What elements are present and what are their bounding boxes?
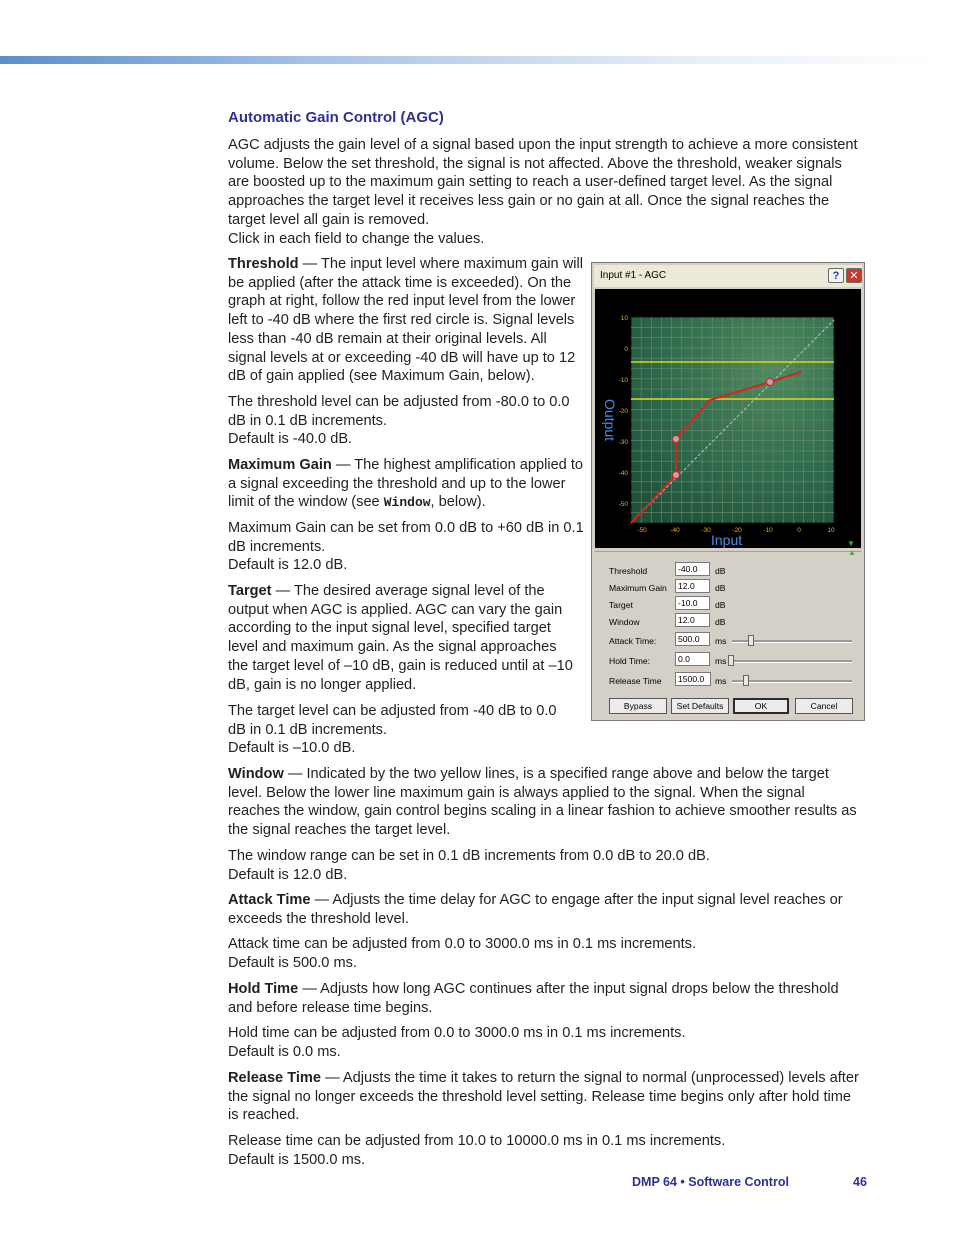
x-tick-label: -20 bbox=[732, 527, 742, 534]
window-range: The window range can be set in 0.1 dB increments from 0.0 dB to 20.0 dB. Default is 12.0 dB. bbox=[228, 848, 710, 883]
close-button[interactable]: ✕ bbox=[846, 268, 862, 283]
release-time-input[interactable]: 1500.0 bbox=[675, 672, 711, 686]
hold-time-slider-thumb[interactable] bbox=[728, 655, 734, 666]
dialog-titlebar[interactable] bbox=[594, 265, 862, 287]
attack-description: Attack Time — Adjusts the time delay for AGC to engage after the input signal level reaches or exceeds the threshold level. bbox=[228, 892, 843, 927]
release-time-unit: ms bbox=[715, 676, 727, 686]
release-time-slider[interactable] bbox=[732, 680, 852, 683]
window-unit: dB bbox=[715, 617, 726, 627]
x-tick-label: -50 bbox=[637, 527, 647, 534]
hold-description: Hold Time — Adjusts how long AGC continues after the input signal drops below the threshold and before release time begins. bbox=[228, 981, 839, 1016]
page-number: 46 bbox=[853, 1175, 867, 1189]
y-tick-label: 0 bbox=[624, 346, 628, 353]
agc-graph[interactable] bbox=[595, 289, 861, 548]
release-time-slider-thumb[interactable] bbox=[743, 675, 749, 686]
release-description: Release Time — Adjusts the time it takes to return the signal to normal (unprocessed) levels after the signal no longer exceeds the threshold level setting. Release time begins only after hold time is reached. bbox=[228, 1070, 859, 1124]
y-tick-label: -20 bbox=[618, 408, 628, 415]
y-tick-label: -40 bbox=[618, 470, 628, 477]
agc-controls bbox=[595, 548, 861, 719]
agc-dialog bbox=[591, 262, 865, 721]
y-tick-labels bbox=[619, 315, 629, 508]
x-tick-label: -10 bbox=[763, 527, 773, 534]
set-defaults-button[interactable]: Set Defaults bbox=[671, 698, 729, 714]
x-axis-label: Input bbox=[711, 532, 743, 548]
cancel-button[interactable]: Cancel bbox=[795, 698, 853, 714]
bypass-button[interactable]: Bypass bbox=[609, 698, 667, 714]
help-button[interactable]: ? bbox=[828, 268, 844, 283]
attack-range: Attack time can be adjusted from 0.0 to 3000.0 ms in 0.1 ms increments. Default is 500.0 ms. bbox=[228, 936, 697, 971]
release-time-label: Release Time bbox=[609, 676, 662, 686]
attack-time-input[interactable]: 500.0 bbox=[675, 632, 710, 646]
target-label: Target bbox=[609, 600, 633, 610]
hold-time-label: Hold Time: bbox=[609, 656, 651, 666]
max-gain-label: Maximum Gain bbox=[609, 583, 667, 593]
window-description: Window — Indicated by the two yellow lines, is a specified range above and below the target level. Below the lower line maximum gain is always applied to the signal. When the signal reaches the window, gain control begins scaling in a linear fashion to achieve smoother results as the signal reaches the target level. bbox=[228, 766, 857, 839]
target-point bbox=[767, 379, 774, 386]
dialog-title: Input #1 - AGC bbox=[600, 270, 667, 281]
target-range: The target level can be adjusted from -40 dB to 0.0 dB in 0.1 dB increments. Default is –10.0 dB. bbox=[228, 703, 557, 757]
attack-time-label: Attack Time: bbox=[609, 636, 657, 646]
attack-time-slider-thumb[interactable] bbox=[748, 635, 754, 646]
threshold-label: Threshold bbox=[609, 566, 648, 576]
target-description: Target — The desired average signal level of the output when AGC is applied. AGC can vary the gain according to the input signal level, specified target level and maximum gain. As the signal approaches the target level of –10 dB, gain is reduced until at –10 dB, gain is no longer applied. bbox=[228, 583, 573, 693]
section-title: Automatic Gain Control (AGC) bbox=[228, 109, 444, 126]
agc-graph-svg bbox=[595, 289, 861, 548]
max-gain-point bbox=[673, 436, 680, 443]
target-unit: dB bbox=[715, 600, 726, 610]
max-gain-range: Maximum Gain can be set from 0.0 dB to +60 dB in 0.1 dB increments. Default is 12.0 dB. bbox=[228, 520, 584, 574]
hold-time-unit: ms bbox=[715, 656, 727, 666]
max-gain-input[interactable]: 12.0 bbox=[675, 579, 710, 593]
threshold-point bbox=[673, 472, 680, 479]
header-band bbox=[0, 56, 930, 64]
x-tick-label: 0 bbox=[797, 527, 801, 534]
footer-doc-title: DMP 64 • Software Control bbox=[632, 1175, 789, 1189]
window-input[interactable]: 12.0 bbox=[675, 613, 710, 627]
y-axis-label: Output bbox=[602, 399, 618, 442]
window-label: Window bbox=[609, 617, 640, 627]
max-gain-unit: dB bbox=[715, 583, 726, 593]
y-tick-label: -50 bbox=[618, 501, 628, 508]
y-tick-label: 10 bbox=[620, 315, 628, 322]
ok-button[interactable]: OK bbox=[733, 698, 789, 714]
max-gain-description: Maximum Gain — The highest amplification applied to a signal exceeding the threshold and up to the lower limit of the window (see Window, below). bbox=[228, 457, 584, 511]
collapse-arrow[interactable]: ▲ bbox=[848, 548, 856, 557]
threshold-input[interactable]: -40.0 bbox=[675, 562, 710, 576]
threshold-unit: dB bbox=[715, 566, 726, 576]
x-tick-label: -30 bbox=[701, 527, 711, 534]
y-tick-label: -30 bbox=[618, 439, 628, 446]
hold-range: Hold time can be adjusted from 0.0 to 3000.0 ms in 0.1 ms increments. Default is 0.0 ms. bbox=[228, 1025, 686, 1060]
hold-time-slider[interactable] bbox=[732, 660, 852, 663]
expand-arrow: ▼ bbox=[847, 539, 855, 548]
threshold-range: The threshold level can be adjusted from -80.0 to 0.0 dB in 0.1 dB increments. Default is -40.0 dB. bbox=[228, 394, 570, 448]
x-tick-label: 10 bbox=[827, 527, 835, 534]
threshold-description: Threshold — The input level where maximum gain will be applied (after the attack time is exceeded). On the graph at right, follow the red input level from the lower left to -40 dB where the first red circle is. Signal levels less than -40 dB remain at their original levels. All signal levels at or exceeding -40 dB will have up to 12 dB of gain applied (see Maximum Gain, below). bbox=[228, 256, 583, 385]
attack-time-unit: ms bbox=[715, 636, 727, 646]
release-range: Release time can be adjusted from 10.0 to 10000.0 ms in 0.1 ms increments. Default is 1500.0 ms. bbox=[228, 1133, 726, 1168]
grid-lines bbox=[631, 317, 834, 523]
target-input[interactable]: -10.0 bbox=[675, 596, 710, 610]
hold-time-input[interactable]: 0.0 bbox=[675, 652, 710, 666]
intro-paragraph: AGC adjusts the gain level of a signal based upon the input strength to achieve a more consistent volume. Below the set threshold, the signal is not affected. Above the threshold, weaker signals are boosted up to the maximum gain setting to reach a user-defined target level. As the signal approaches the target level it receives less gain or no gain at all. Once the signal reaches the target level all gain is removed. Click in each field to change the values. bbox=[228, 137, 858, 247]
x-tick-label: -40 bbox=[670, 527, 680, 534]
y-tick-label: -10 bbox=[618, 377, 628, 384]
